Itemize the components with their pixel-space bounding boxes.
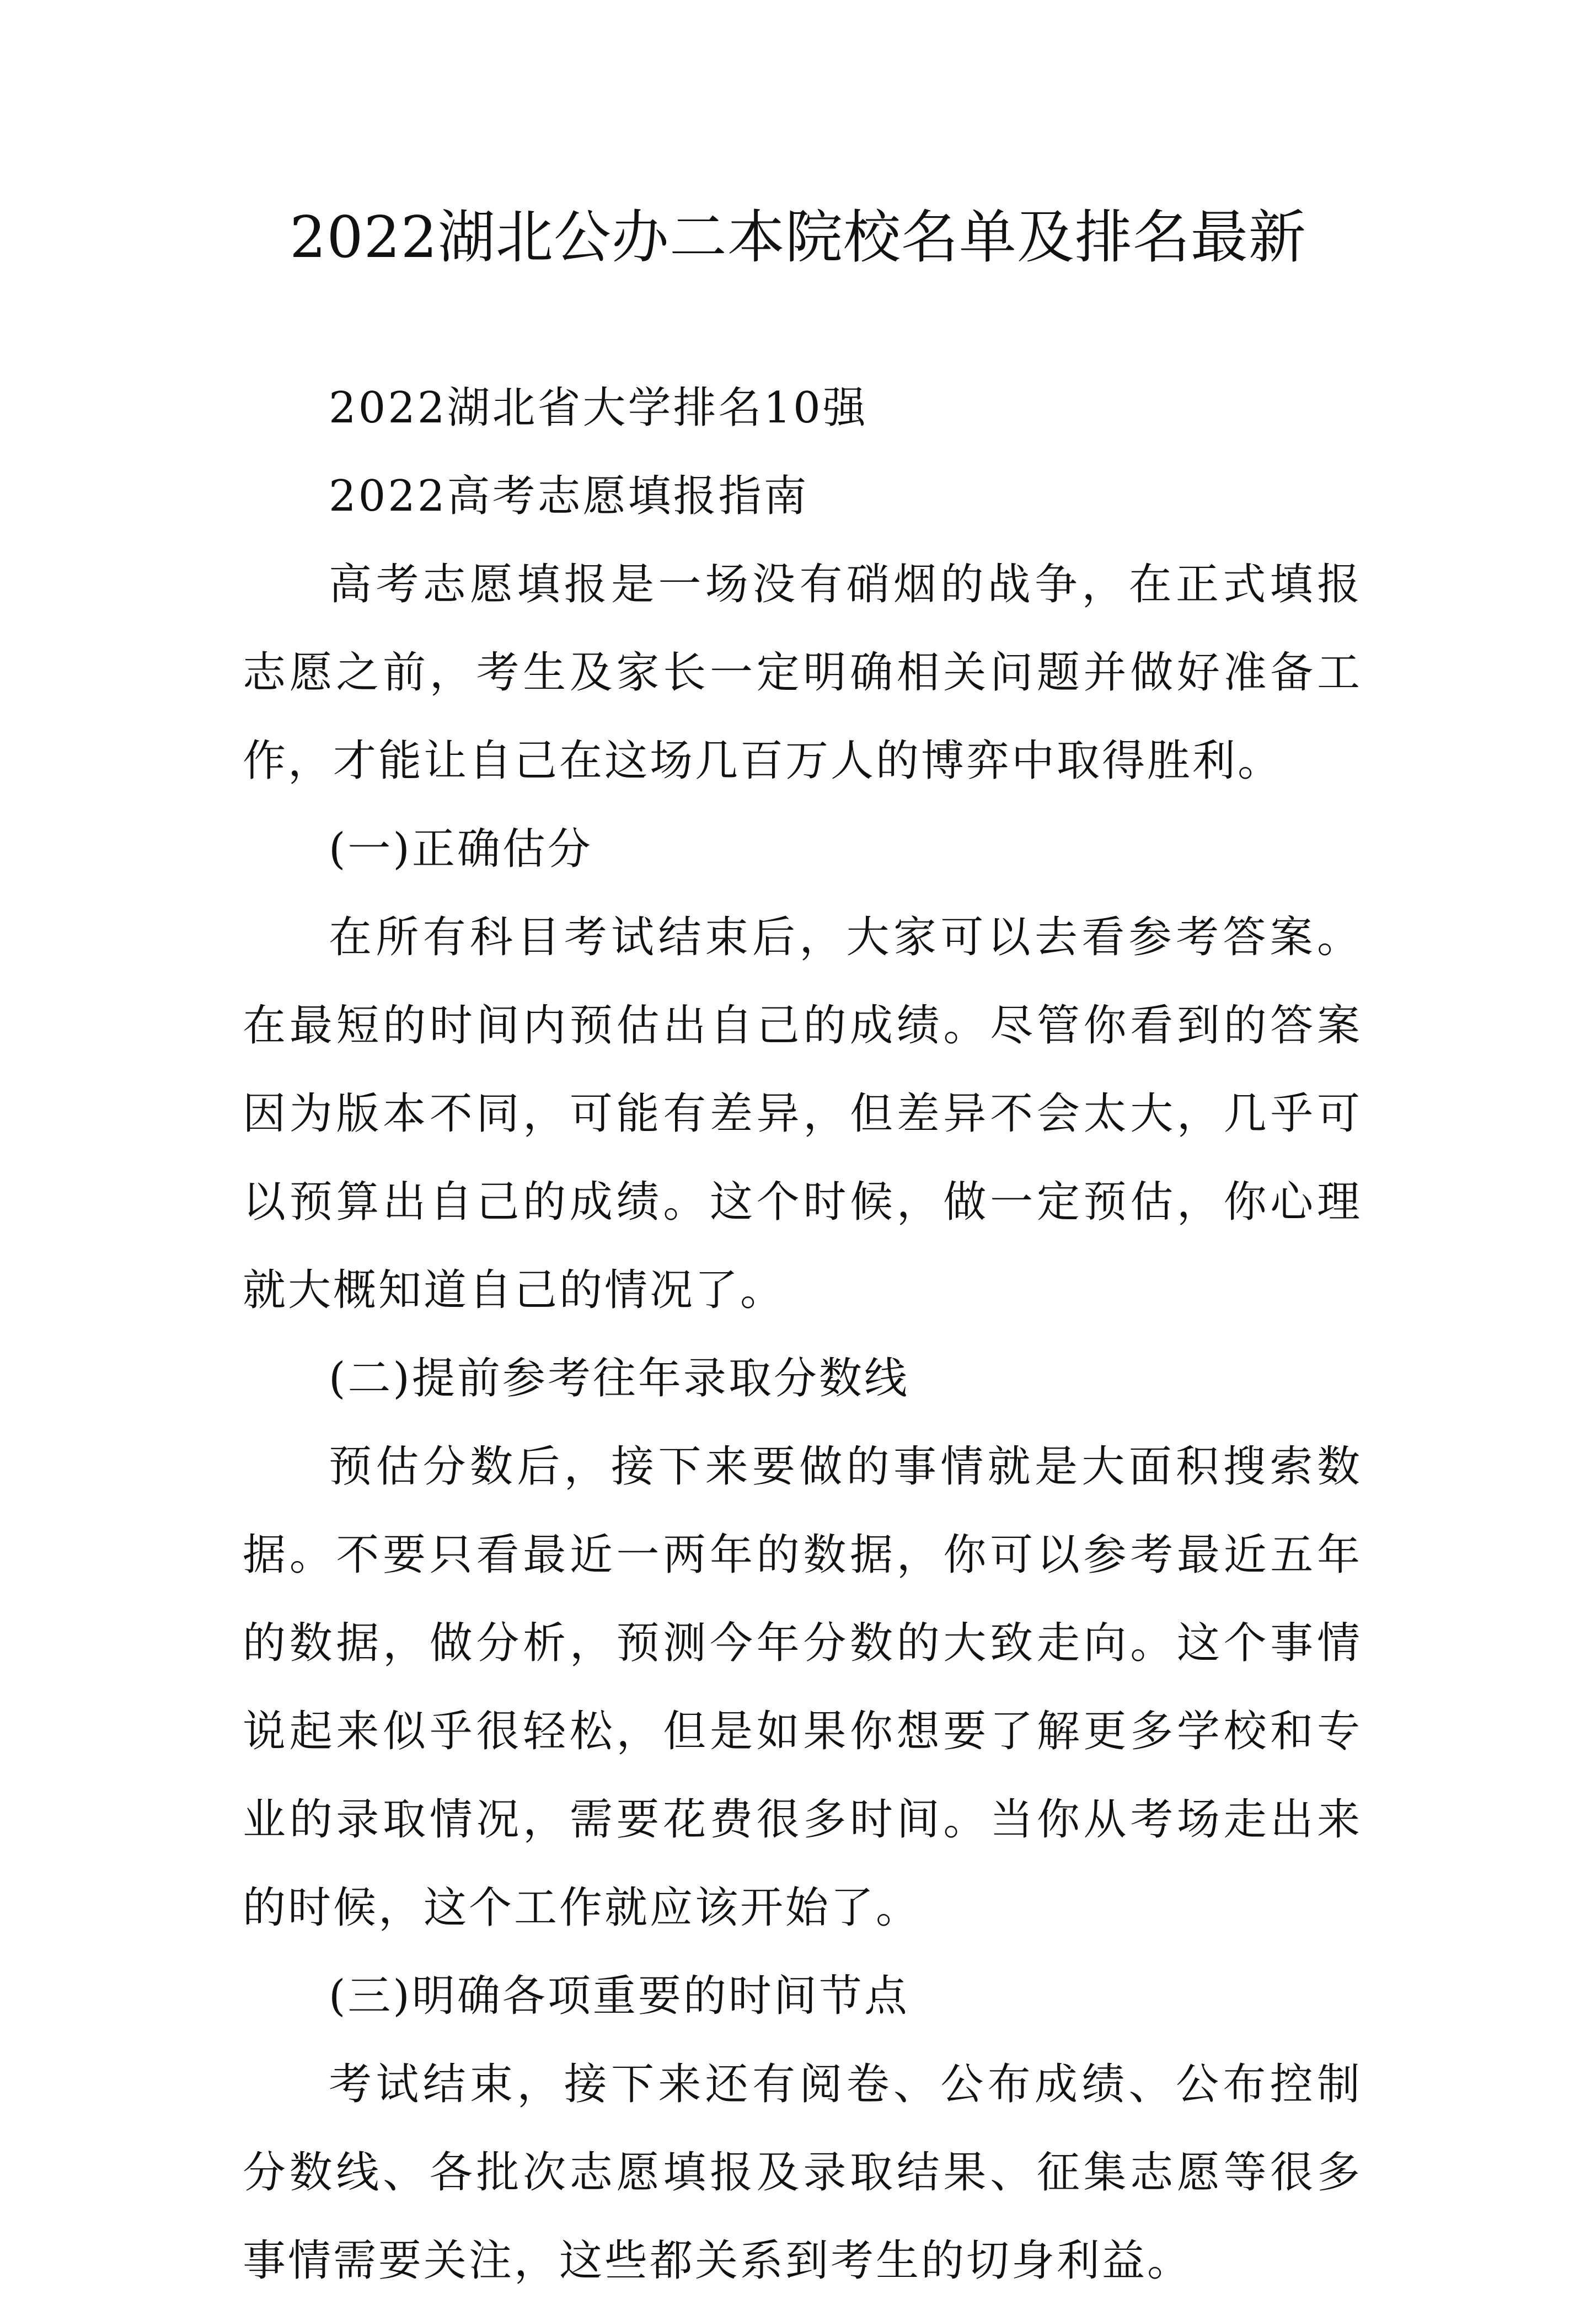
paragraph-estimate-score: 在所有科目考试结束后，大家可以去看参考答案。在最短的时间内预估出自己的成绩。尽管你看到的答案因为版本不同，可能有差异，但差异不会太大，几乎可以预算出自己的成绩。这个时候，做一定预估，你心理就大概知道自己的情况了。: [243, 913, 1362, 1315]
subtitle-ranking: 2022湖北省大学排名10强: [329, 383, 868, 433]
paragraph-past-scores: 预估分数后，接下来要做的事情就是大面积搜索数据。不要只看最近一两年的数据，你可以参考最近五年的数据，做分析，预测今年分数的大致走向。这个事情说起来似乎很轻松，但是如果你想要了解更多学校和专业的录取情况，需要花费很多时间。当你从考场走出来的时候，这个工作就应该开始了。: [243, 1442, 1362, 1933]
section-heading-3: (三)明确各项重要的时间节点: [329, 1971, 909, 2021]
document-body: [243, 364, 1362, 2305]
subtitle-guide: 2022高考志愿填报指南: [329, 471, 809, 521]
paragraph-time-nodes: 考试结束，接下来还有阅卷、公布成绩、公布控制分数线、各批次志愿填报及录取结果、征集志愿等很多事情需要关注，这些都关系到考生的切身利益。: [243, 2060, 1362, 2286]
section-heading-1: (一)正确估分: [329, 824, 593, 874]
paragraph-intro: 高考志愿填报是一场没有硝烟的战争，在正式填报志愿之前，考生及家长一定明确相关问题并做好准备工作，才能让自己在这场几百万人的博弈中取得胜利。: [243, 560, 1362, 786]
section-heading-2: (二)提前参考往年录取分数线: [329, 1354, 909, 1403]
document-title: 2022湖北公办二本院校名单及排名最新: [290, 203, 1306, 271]
